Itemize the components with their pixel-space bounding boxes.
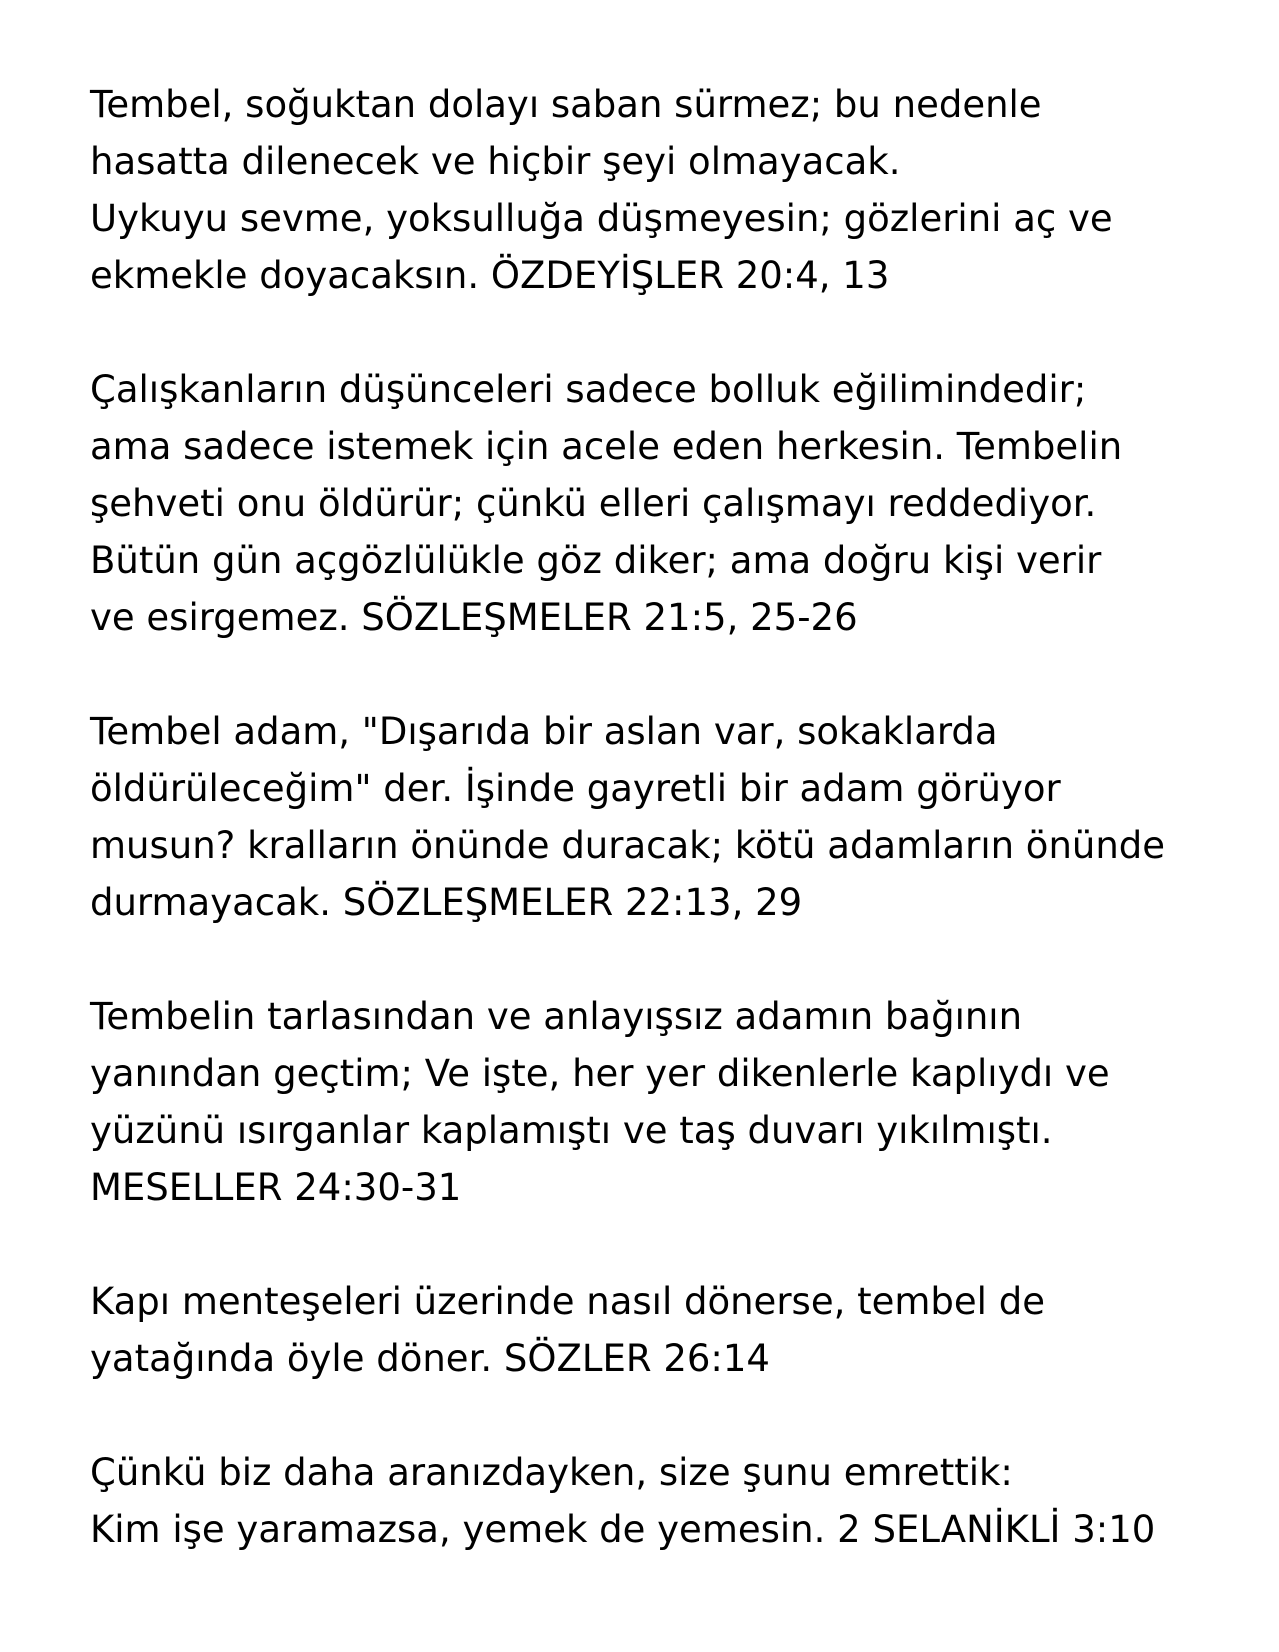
verse-paragraph: [90, 988, 1220, 1216]
text-line: Uykuyu sevme, yoksulluğa düşmeyesin; gözlerini aç ve: [90, 197, 1113, 240]
verse-paragraph: [90, 1444, 1220, 1558]
text-line: musun? kralların önünde duracak; kötü adamların önünde: [90, 824, 1166, 867]
text-line: şehveti onu öldürür; çünkü elleri çalışmayı reddediyor.: [90, 482, 1097, 525]
text-line: MESELLER 24:30-31: [90, 1166, 462, 1209]
text-line: ama sadece istemek için acele eden herkesin. Tembelin: [90, 425, 1123, 468]
text-line: Tembel, soğuktan dolayı saban sürmez; bu nedenle: [90, 83, 1042, 126]
text-line: Çalışkanların düşünceleri sadece bolluk eğilimindedir;: [90, 368, 1087, 411]
text-line: Kapı menteşeleri üzerinde nasıl dönerse, tembel de: [90, 1280, 1045, 1323]
text-line: Tembel adam, "Dışarıda bir aslan var, sokaklarda: [90, 710, 998, 753]
text-line: Çünkü biz daha aranızdayken, size şunu emrettik:: [90, 1451, 1013, 1494]
text-line: Tembelin tarlasından ve anlayışsız adamın bağının: [90, 995, 1023, 1038]
text-line: yüzünü ısırganlar kaplamıştı ve taş duvarı yıkılmıştı.: [90, 1109, 1053, 1152]
text-line: durmayacak. SÖZLEŞMELER 22:13, 29: [90, 881, 803, 924]
verse-paragraph: [90, 76, 1220, 304]
text-line: Kim işe yaramazsa, yemek de yemesin. 2 SELANİKLİ 3:10: [90, 1508, 1156, 1551]
text-line: ekmekle doyacaksın. ÖZDEYİŞLER 20:4, 13: [90, 254, 890, 297]
verse-paragraph: [90, 361, 1220, 646]
text-line: ve esirgemez. SÖZLEŞMELER 21:5, 25-26: [90, 596, 858, 639]
verse-paragraph: [90, 1273, 1220, 1387]
verse-paragraph: [90, 703, 1220, 931]
text-line: hasatta dilenecek ve hiçbir şeyi olmayacak.: [90, 140, 901, 183]
text-line: yatağında öyle döner. SÖZLER 26:14: [90, 1337, 770, 1380]
text-line: yanından geçtim; Ve işte, her yer dikenlerle kaplıydı ve: [90, 1052, 1110, 1095]
text-line: öldürüleceğim" der. İşinde gayretli bir adam görüyor: [90, 767, 1061, 810]
document-page: [90, 76, 1220, 1558]
text-line: Bütün gün açgözlülükle göz diker; ama doğru kişi verir: [90, 539, 1102, 582]
